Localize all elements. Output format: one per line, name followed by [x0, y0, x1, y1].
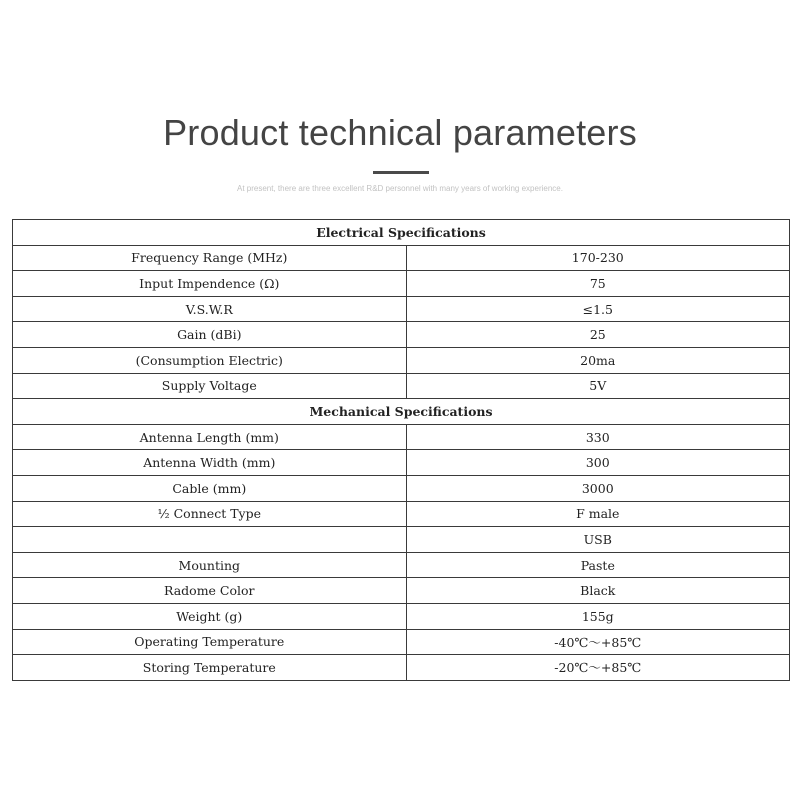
spec-label: Operating Temperature [13, 629, 407, 655]
spec-value: USB [406, 527, 789, 553]
spec-value: 170-230 [406, 245, 789, 271]
table-row [13, 373, 790, 399]
table-row [13, 450, 790, 476]
section-header-row [13, 399, 790, 425]
spec-value: Paste [406, 552, 789, 578]
section-heading-mechanical: Mechanical Specifications [13, 399, 790, 425]
spec-value: Black [406, 578, 789, 604]
table-row [13, 296, 790, 322]
table-row [13, 271, 790, 297]
spec-label: Antenna Length (mm) [13, 424, 407, 450]
table-row [13, 322, 790, 348]
spec-value: -20℃～+85℃ [406, 655, 789, 681]
section-heading-electrical: Electrical Specifications [13, 220, 790, 246]
spec-value: 25 [406, 322, 789, 348]
table-row [13, 629, 790, 655]
page-subtitle: At present, there are three excellent R&D personnel with many years of working experience. [237, 184, 563, 193]
table-row [13, 245, 790, 271]
spec-label: V.S.W.R [13, 296, 407, 322]
spec-label: Supply Voltage [13, 373, 407, 399]
table-row [13, 655, 790, 681]
title-underline [373, 171, 429, 174]
spec-label: (Consumption Electric) [13, 347, 407, 373]
spec-value: 3000 [406, 475, 789, 501]
table-row [13, 475, 790, 501]
page-title: Product technical parameters [163, 112, 637, 153]
spec-label: Frequency Range (MHz) [13, 245, 407, 271]
spec-label: Mounting [13, 552, 407, 578]
table-row [13, 578, 790, 604]
spec-value: -40℃～+85℃ [406, 629, 789, 655]
spec-table [12, 219, 790, 681]
table-row [13, 347, 790, 373]
spec-label [13, 527, 407, 553]
table-row [13, 552, 790, 578]
spec-value: 300 [406, 450, 789, 476]
spec-value: ≤1.5 [406, 296, 789, 322]
spec-value: 155g [406, 603, 789, 629]
table-row [13, 501, 790, 527]
table-row [13, 527, 790, 553]
spec-value: 75 [406, 271, 789, 297]
section-header-row [13, 220, 790, 246]
spec-label: ½ Connect Type [13, 501, 407, 527]
spec-label: Weight (g) [13, 603, 407, 629]
spec-label: Input Impendence (Ω) [13, 271, 407, 297]
spec-value: 5V [406, 373, 789, 399]
spec-value: F male [406, 501, 789, 527]
spec-label: Storing Temperature [13, 655, 407, 681]
spec-label: Radome Color [13, 578, 407, 604]
spec-label: Cable (mm) [13, 475, 407, 501]
spec-value: 20ma [406, 347, 789, 373]
spec-value: 330 [406, 424, 789, 450]
spec-label: Gain (dBi) [13, 322, 407, 348]
table-row [13, 603, 790, 629]
table-row [13, 424, 790, 450]
spec-label: Antenna Width (mm) [13, 450, 407, 476]
